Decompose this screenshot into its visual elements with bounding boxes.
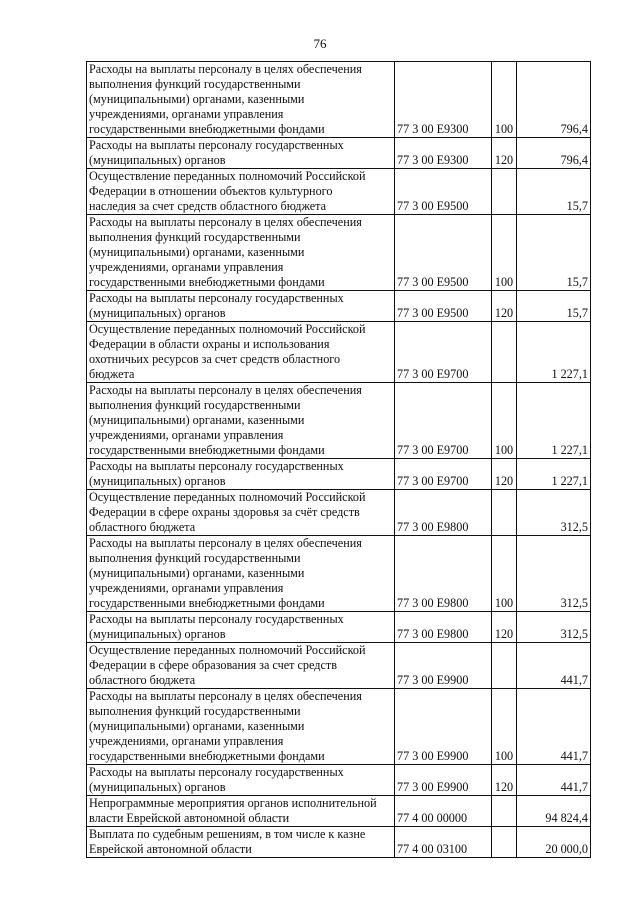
- row-amount: 1 227,1: [517, 459, 591, 490]
- row-description: [87, 643, 395, 689]
- description-line: Расходы на выплаты персоналу государственных: [89, 459, 344, 473]
- description-line: государственными внебюджетными фондами: [89, 596, 325, 610]
- row-code: 77 3 00 E9700: [395, 383, 492, 459]
- description-line: Осуществление переданных полномочий Российской: [89, 643, 366, 657]
- row-description: [87, 796, 395, 827]
- table-row: [87, 796, 591, 827]
- description-line: выполнения функций государственными: [89, 230, 301, 244]
- description-line: наследия за счет средств областного бюджета: [89, 199, 326, 213]
- description-line: (муниципальными) органами, казенными: [89, 413, 305, 427]
- row-code: 77 3 00 E9800: [395, 490, 492, 536]
- row-amount: 312,5: [517, 490, 591, 536]
- table-row: [87, 765, 591, 796]
- row-amount: 312,5: [517, 536, 591, 612]
- table-row: [87, 322, 591, 383]
- row-code: 77 3 00 E9900: [395, 643, 492, 689]
- row-code: 77 4 00 03100: [395, 827, 492, 858]
- row-expense-type: [492, 490, 517, 536]
- description-line: власти Еврейской автономной области: [89, 811, 290, 825]
- row-description: [87, 62, 395, 138]
- row-amount: 20 000,0: [517, 827, 591, 858]
- description-line: государственными внебюджетными фондами: [89, 443, 325, 457]
- description-line: Осуществление переданных полномочий Российской: [89, 322, 366, 336]
- description-line: государственными внебюджетными фондами: [89, 749, 325, 763]
- row-amount: 441,7: [517, 765, 591, 796]
- row-expense-type: 100: [492, 536, 517, 612]
- row-description: [87, 612, 395, 643]
- table-row: [87, 383, 591, 459]
- description-line: Расходы на выплаты персоналу в целях обеспечения: [89, 62, 362, 76]
- row-code: 77 3 00 E9800: [395, 536, 492, 612]
- row-description: [87, 689, 395, 765]
- row-code: 77 3 00 E9900: [395, 689, 492, 765]
- table-row: [87, 689, 591, 765]
- table-row: [87, 490, 591, 536]
- row-code: 77 3 00 E9500: [395, 291, 492, 322]
- description-line: Расходы на выплаты персоналу государственных: [89, 291, 344, 305]
- row-amount: 1 227,1: [517, 383, 591, 459]
- row-code: 77 3 00 E9300: [395, 62, 492, 138]
- description-line: (муниципальными) органами, казенными: [89, 92, 305, 106]
- row-description: [87, 827, 395, 858]
- table-row: [87, 536, 591, 612]
- description-line: Федерации в сфере охраны здоровья за счёт средств: [89, 505, 360, 519]
- description-line: (муниципальных) органов: [89, 474, 226, 488]
- row-expense-type: [492, 322, 517, 383]
- description-line: учреждениями, органами управления: [89, 107, 284, 121]
- row-description: [87, 169, 395, 215]
- row-expense-type: 120: [492, 138, 517, 169]
- description-line: (муниципальных) органов: [89, 627, 226, 641]
- description-line: Расходы на выплаты персоналу в целях обеспечения: [89, 536, 362, 550]
- row-expense-type: 120: [492, 612, 517, 643]
- row-expense-type: 120: [492, 765, 517, 796]
- description-line: (муниципальных) органов: [89, 780, 226, 794]
- description-line: Непрограммные мероприятия органов исполнительной: [89, 796, 377, 810]
- row-amount: 796,4: [517, 62, 591, 138]
- description-line: (муниципальными) органами, казенными: [89, 245, 305, 259]
- table-row: [87, 138, 591, 169]
- description-line: Федерации в сфере образования за счет средств: [89, 658, 337, 672]
- description-line: Федерации в области охраны и использования: [89, 337, 330, 351]
- description-line: государственными внебюджетными фондами: [89, 275, 325, 289]
- row-amount: 441,7: [517, 689, 591, 765]
- description-line: Еврейской автономной области: [89, 842, 252, 856]
- row-amount: 441,7: [517, 643, 591, 689]
- description-line: (муниципальными) органами, казенными: [89, 566, 305, 580]
- description-line: учреждениями, органами управления: [89, 734, 284, 748]
- row-expense-type: [492, 796, 517, 827]
- page-number: 76: [313, 36, 327, 51]
- row-code: 77 3 00 E9500: [395, 215, 492, 291]
- description-line: Расходы на выплаты персоналу государственных: [89, 138, 344, 152]
- row-description: [87, 459, 395, 490]
- table-row: [87, 169, 591, 215]
- row-description: [87, 138, 395, 169]
- description-line: учреждениями, органами управления: [89, 581, 284, 595]
- description-line: Расходы на выплаты персоналу государственных: [89, 612, 344, 626]
- description-line: (муниципальными) органами, казенными: [89, 719, 305, 733]
- row-code: 77 3 00 E9900: [395, 765, 492, 796]
- description-line: областного бюджета: [89, 520, 196, 534]
- table-row: [87, 612, 591, 643]
- row-expense-type: 100: [492, 62, 517, 138]
- row-code: 77 3 00 E9500: [395, 169, 492, 215]
- description-line: Расходы на выплаты персоналу в целях обеспечения: [89, 689, 362, 703]
- row-amount: 796,4: [517, 138, 591, 169]
- row-expense-type: [492, 827, 517, 858]
- row-expense-type: 120: [492, 291, 517, 322]
- description-line: учреждениями, органами управления: [89, 428, 284, 442]
- description-line: бюджета: [89, 367, 135, 381]
- description-line: Осуществление переданных полномочий Российской: [89, 169, 366, 183]
- table-row: [87, 643, 591, 689]
- row-expense-type: 120: [492, 459, 517, 490]
- row-amount: 312,5: [517, 612, 591, 643]
- description-line: учреждениями, органами управления: [89, 260, 284, 274]
- row-amount: 1 227,1: [517, 322, 591, 383]
- description-line: (муниципальных) органов: [89, 306, 226, 320]
- row-expense-type: [492, 169, 517, 215]
- description-line: выполнения функций государственными: [89, 704, 301, 718]
- row-amount: 15,7: [517, 291, 591, 322]
- description-line: Осуществление переданных полномочий Российской: [89, 490, 366, 504]
- description-line: выполнения функций государственными: [89, 551, 301, 565]
- row-expense-type: 100: [492, 689, 517, 765]
- table-row: [87, 291, 591, 322]
- row-description: [87, 383, 395, 459]
- row-amount: 94 824,4: [517, 796, 591, 827]
- row-description: [87, 536, 395, 612]
- table-row: [87, 62, 591, 138]
- table-row: [87, 215, 591, 291]
- row-description: [87, 490, 395, 536]
- table-row: [87, 827, 591, 858]
- description-line: выполнения функций государственными: [89, 398, 301, 412]
- row-description: [87, 322, 395, 383]
- description-line: Выплата по судебным решениям, в том числе к казне: [89, 827, 366, 841]
- description-line: государственными внебюджетными фондами: [89, 122, 325, 136]
- description-line: Расходы на выплаты персоналу в целях обеспечения: [89, 215, 362, 229]
- row-amount: 15,7: [517, 215, 591, 291]
- description-line: Федерации в отношении объектов культурного: [89, 184, 333, 198]
- budget-table-body: [87, 62, 591, 858]
- row-code: 77 3 00 E9800: [395, 612, 492, 643]
- row-expense-type: 100: [492, 215, 517, 291]
- row-description: [87, 215, 395, 291]
- row-expense-type: [492, 643, 517, 689]
- description-line: охотничьих ресурсов за счет средств областного: [89, 352, 341, 366]
- row-code: 77 3 00 E9700: [395, 322, 492, 383]
- description-line: выполнения функций государственными: [89, 77, 301, 91]
- row-code: 77 4 00 00000: [395, 796, 492, 827]
- description-line: областного бюджета: [89, 673, 196, 687]
- row-description: [87, 291, 395, 322]
- description-line: Расходы на выплаты персоналу в целях обеспечения: [89, 383, 362, 397]
- description-line: Расходы на выплаты персоналу государственных: [89, 765, 344, 779]
- budget-table: [86, 61, 591, 858]
- row-expense-type: 100: [492, 383, 517, 459]
- row-code: 77 3 00 E9300: [395, 138, 492, 169]
- description-line: (муниципальных) органов: [89, 153, 226, 167]
- row-description: [87, 765, 395, 796]
- row-amount: 15,7: [517, 169, 591, 215]
- table-row: [87, 459, 591, 490]
- row-code: 77 3 00 E9700: [395, 459, 492, 490]
